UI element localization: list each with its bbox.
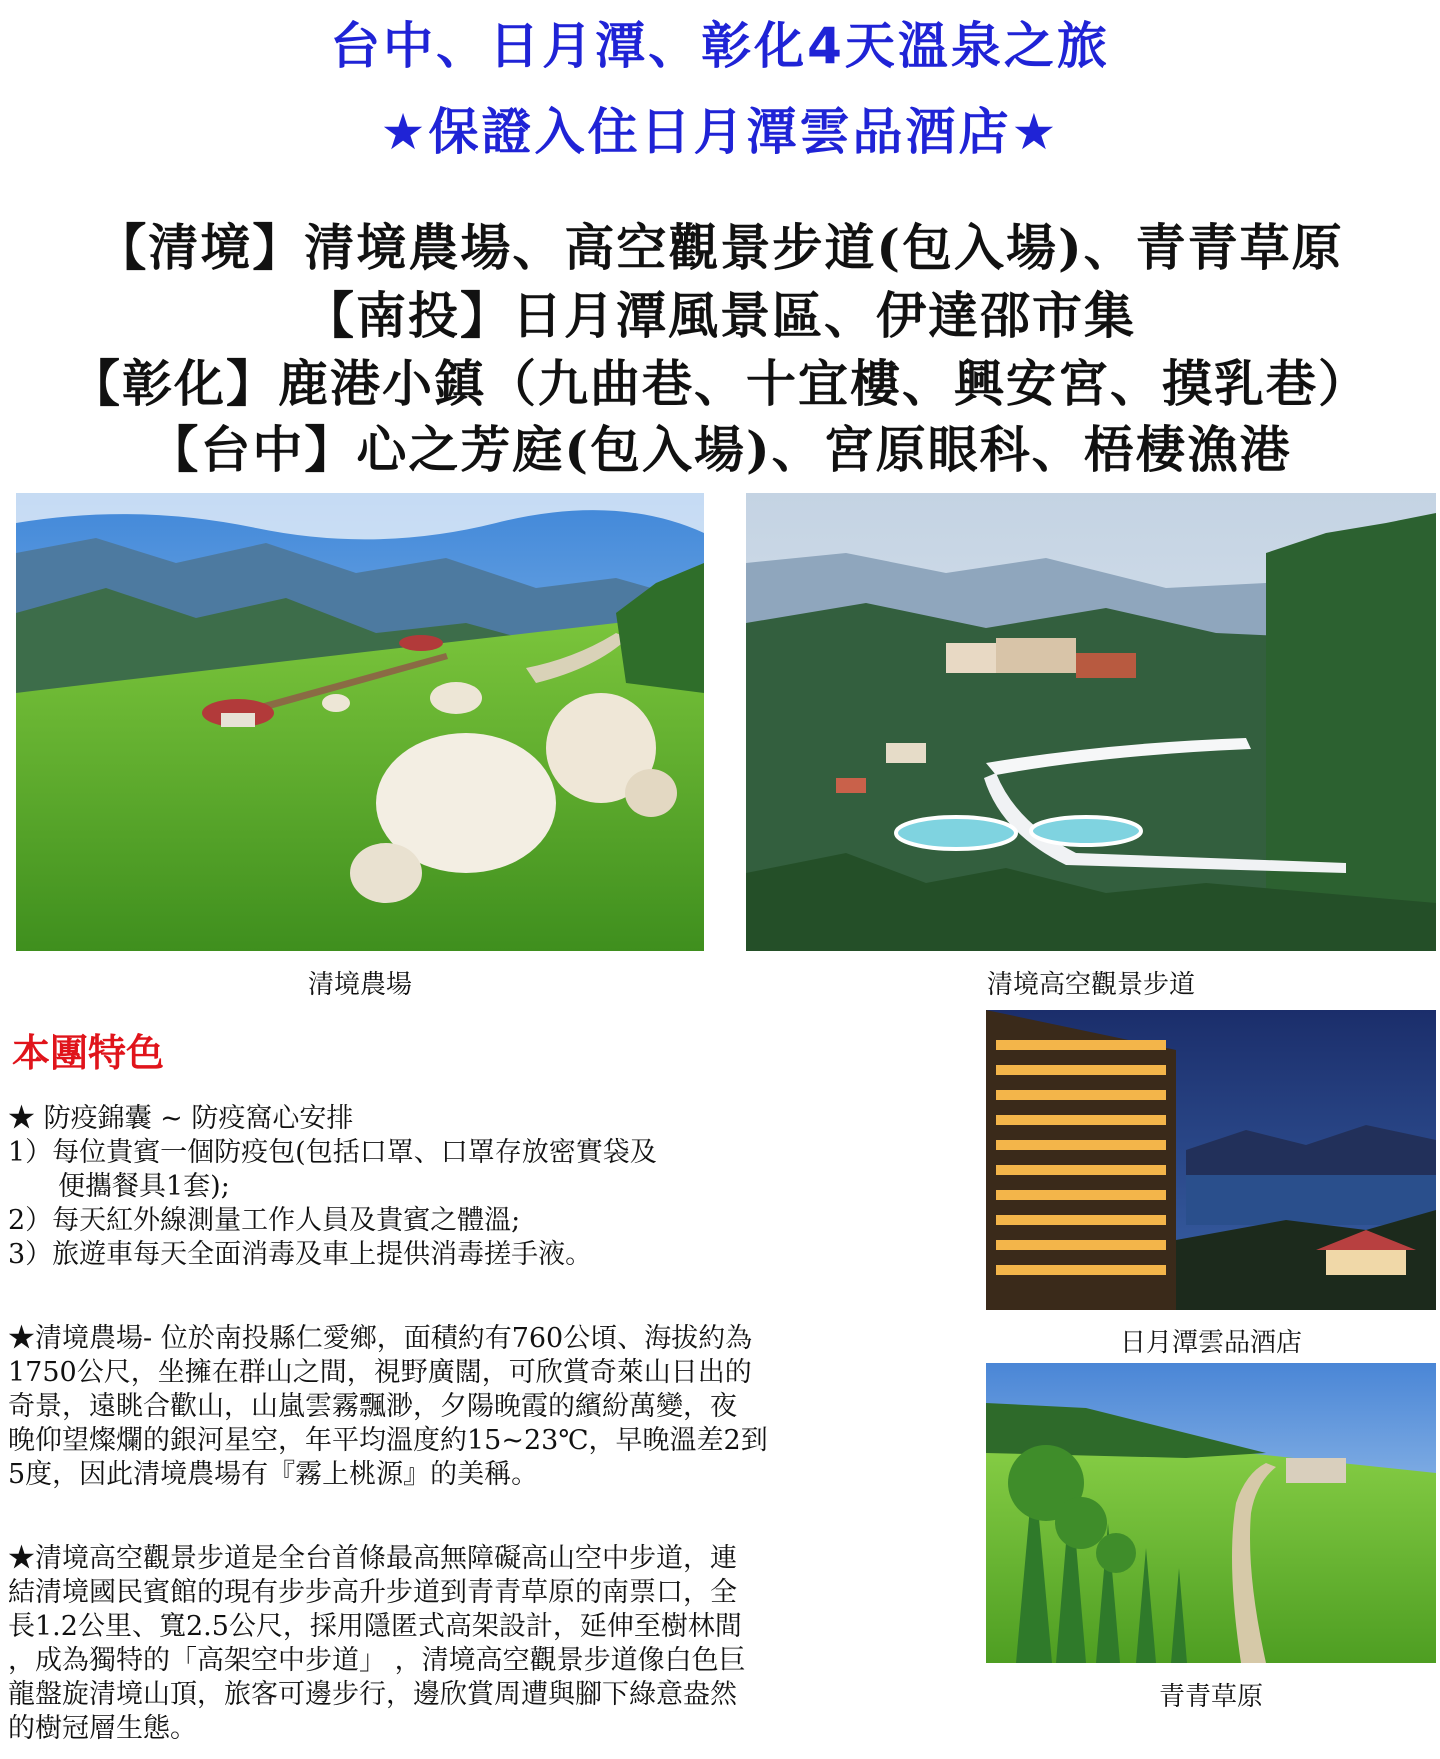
hotel-photo-caption: 日月潭雲品酒店 [1119,1328,1302,1358]
paragraph-line: 的樹冠層生態。 [8,1713,197,1744]
paragraph-line: ★清境高空觀景步道是全台首條最高無障礙高山空中步道，連 [8,1543,737,1574]
destination-qingjing: 【清境】清境農場、高空觀景步道(包入場)、青青草原 [96,218,1344,277]
grassland-photo [986,1363,1436,1663]
farm-paragraph [8,1322,943,1492]
paragraph-line: 結清境國民賓館的現有步步高升步道到青青草原的南票口，全 [8,1577,737,1608]
covid-section [8,1102,943,1272]
skywalk-photo-caption: 清境高空觀景步道 [986,970,1195,1000]
paragraph-line: ★清境農場- 位於南投縣仁愛鄉，面積約有760公頃、海拔約為 [8,1323,753,1354]
grassland-photo-caption: 青青草原 [1158,1682,1263,1712]
destination-nantou: 【南投】日月潭風景區、伊達邵市集 [304,286,1136,345]
covid-item: 1）每位貴賓一個防疫包(包括口罩、口罩存放密實袋及 [8,1137,657,1168]
features-heading: 本團特色 [12,1031,165,1075]
hotel-photo [986,1010,1436,1310]
farm-photo-caption: 清境農場 [307,970,412,1000]
skywalk-photo [746,493,1436,951]
skywalk-paragraph [8,1542,943,1746]
paragraph-line: 奇景，遠眺合歡山，山嵐雲霧飄渺，夕陽晚霞的繽紛萬變，夜 [8,1391,737,1422]
paragraph-line: ，成為獨特的「高架空中步道」 ，清境高空觀景步道像白色巨 [8,1645,746,1676]
covid-item: 3）旅遊車每天全面消毒及車上提供消毒搓手液。 [8,1239,593,1270]
page-title: 台中、日月潭、彰化4天溫泉之旅 [330,17,1110,75]
farm-photo [16,493,704,951]
covid-item: 2）每天紅外線測量工作人員及貴賓之體溫; [8,1205,521,1236]
destination-changhua: 【彰化】鹿港小鎮（九曲巷、十宜樓、興安宮、摸乳巷） [70,354,1370,413]
paragraph-line: 1750公尺，坐擁在群山之間，視野廣闊，可欣賞奇萊山日出的 [8,1357,752,1388]
covid-title: ★ 防疫錦囊 ~ 防疫窩心安排 [8,1103,354,1134]
paragraph-line: 龍盤旋清境山頂，旅客可邊步行，邊欣賞周遭與腳下綠意盎然 [8,1679,737,1710]
paragraph-line: 5度，因此清境農場有『霧上桃源』的美稱。 [8,1459,539,1490]
paragraph-line: 晚仰望燦爛的銀河星空，年平均溫度約15~23℃，早晚溫差2到 [8,1425,768,1456]
paragraph-line: 長1.2公里、寬2.5公尺，採用隱匿式高架設計，延伸至樹林間 [8,1611,742,1642]
destination-taichung: 【台中】心之芳庭(包入場)、宮原眼科、梧棲漁港 [148,420,1292,479]
covid-item: 便攜餐具1套); [58,1171,230,1202]
page-subtitle: ★保證入住日月潭雲品酒店★ [380,103,1060,161]
